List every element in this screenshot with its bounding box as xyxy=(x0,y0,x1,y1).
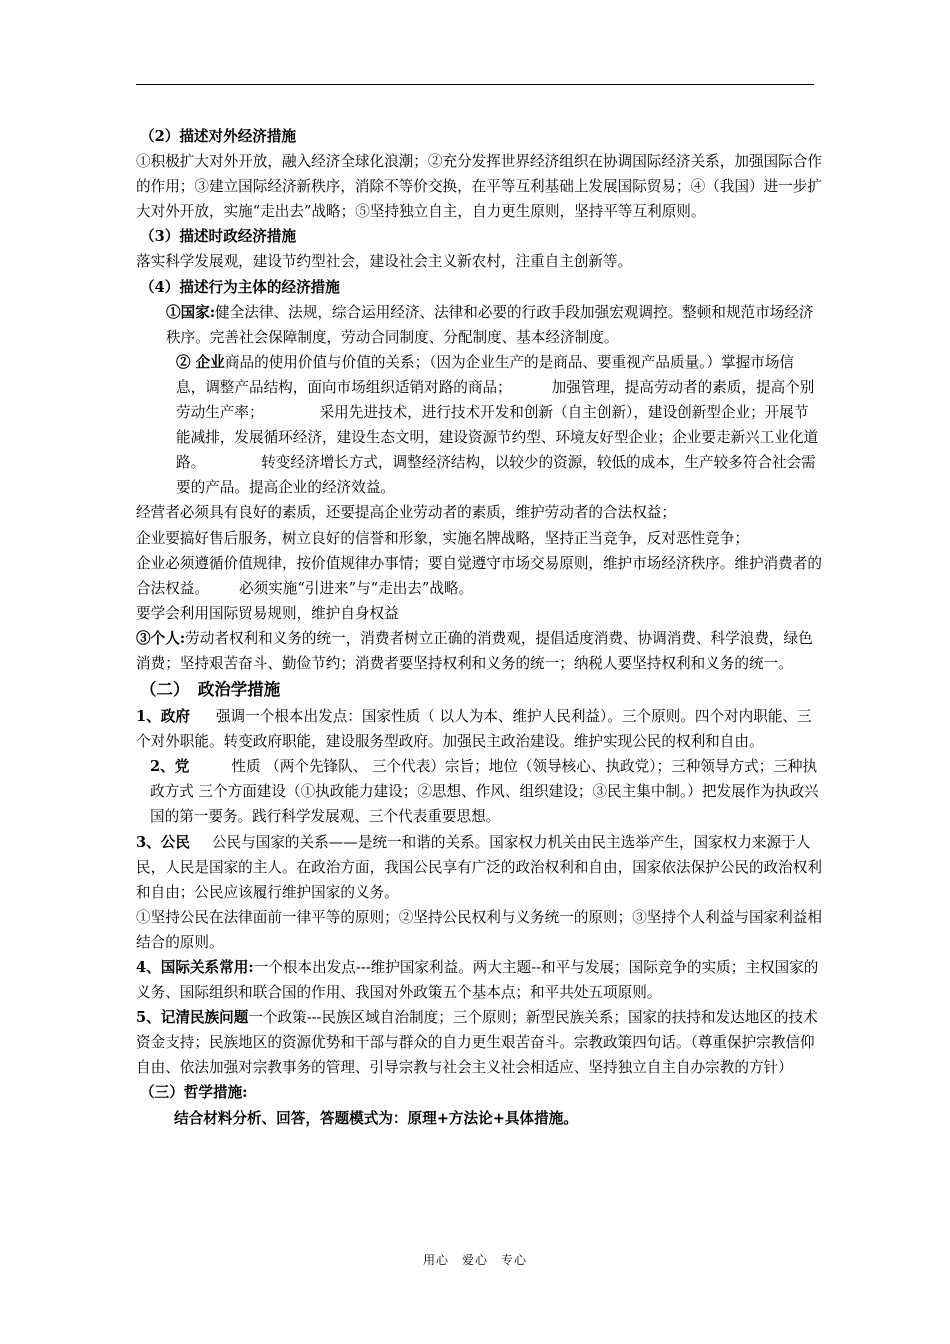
heading-current-economy: （3）描述时政经济措施 xyxy=(140,228,297,246)
label-ethnic: 5、记清民族问题 xyxy=(136,1009,249,1027)
paragraph-enterprise-3: 企业要搞好售后服务，树立良好的信誉和形象，实施名牌战略，坚持正当竞争，反对恶性竞争； xyxy=(136,529,749,547)
text-citizen: 公民与国家的关系——是统一和谐的关系。国家权力机关由民主选举产生，国家权力来源于人民，人民是国家的主人。在政治方面，我国公民享有广泛的政治权利和自由，国家依法保护公民的政治权利和自由；公民应该履行维护国家的义务。 xyxy=(136,833,822,901)
paragraph-state xyxy=(136,300,822,350)
paragraph-government xyxy=(136,704,822,754)
label-government: 1、政府 xyxy=(136,708,190,726)
paragraph-citizen xyxy=(136,830,822,905)
text-enterprise-1c: 采用先进技术，进行技术开发和创新（自主创新），建设创新型企业；开展节能减排，发展循环经济，建设生态文明，建设资源节约型、环境友好型企业；企业要走新兴工业化道路。 xyxy=(176,404,819,472)
heading-philosophy: （三）哲学措施: xyxy=(140,1084,248,1102)
heading-politics: （二） 政治学措施 xyxy=(140,680,281,700)
label-party: 2、党 xyxy=(150,758,190,776)
text-enterprise-4: 企业必须遵循价值规律，按价值规律办事情；要自觉遵守市场交易原则，维护市场经济秩序。维护消费者的合法权益。 xyxy=(136,554,822,597)
text-international: 一个根本出发点---维护国家利益。两大主题--和平与发展；国际竞争的实质；主权国家的义务、国际组织和联合国的作用、我国对外政策五个基本点；和平共处五项原则。 xyxy=(136,959,819,1002)
paragraph-enterprise-5: 要学会利用国际贸易规则，维护自身权益 xyxy=(136,604,399,622)
paragraph-current-economy: 落实科学发展观，建设节约型社会，建设社会主义新农村，注重自主创新等。 xyxy=(136,253,633,271)
heading-foreign-economy: （2）描述对外经济措施 xyxy=(140,128,297,145)
text-government: 强调一个根本出发点：国家性质（ 以人为本、维护人民利益）。三个原则。四个对内职能、三个对外职能。转变政府职能，建设服务型政府。加强民主政治建设。维护实现公民的权利和自由。 xyxy=(136,708,812,751)
paragraph-individual xyxy=(136,626,822,676)
header-rule xyxy=(136,84,814,85)
text-state: 健全法律、法规，综合运用经济、法律和必要的行政手段加强宏观调控。整顿和规范市场经济秩序。完善社会保障制度，劳动合同制度、分配制度、基本经济制度。 xyxy=(166,303,814,346)
text-enterprise-1d: 转变经济增长方式，调整经济结构，以较少的资源，较低的成本，生产较多符合社会需要的产品。提高企业的经济效益。 xyxy=(176,454,816,497)
paragraph-international xyxy=(136,955,822,1005)
label-citizen: 3、公民 xyxy=(136,833,190,851)
text-ethnic: 一个政策---民族区域自治制度；三个原则；新型民族关系；国家的扶持和发达地区的技术资金支持；民族地区的资源优势和干部与群众的自力更生艰苦奋斗。宗教政策四句话。（尊重保护宗教信仰自由、依法加强对宗教事务的管理、引导宗教与社会主义社会相适应、坚持独立自主自办宗教的方针） xyxy=(136,1009,818,1077)
heading-actor-economy: （4）描述行为主体的经济措施 xyxy=(140,278,340,296)
text-individual: 劳动者权利和义务的统一，消费者树立正确的消费观，提倡适度消费、协调消费、科学浪费，绿色消费；坚持艰苦奋斗、勤俭节约；消费者要坚持权利和义务的统一；纳税人要坚持权利和义务的统一。 xyxy=(136,629,813,672)
paragraph-foreign-economy: ①积极扩大对外开放，融入经济全球化浪潮；②充分发挥世界经济组织在协调国际经济关系，加强国际合作的作用；③建立国际经济新秩序，消除不等价交换，在平等互利基础上发展国际贸易；④（我国）进一步扩大对外开放，实施“走出去”战略；⑤坚持独立自主，自力更生原则，坚持平等互利原则。 xyxy=(136,153,822,221)
label-state: ①国家: xyxy=(166,303,216,321)
text-enterprise-4b: 必须实施“引进来”与“走出去”战略。 xyxy=(238,579,474,597)
text-enterprise-1: 商品的使用价值与价值的关系；（因为企业生产的是商品、要重视产品质量。）掌握市场信息，调整产品结构，面向市场组织适销对路的商品； xyxy=(176,353,795,396)
label-individual: ③个人: xyxy=(136,629,186,647)
paragraph-citizen-2: ①坚持公民在法律面前一律平等的原则；②坚持公民权利与义务统一的原则；③坚持个人利益与国家利益相结合的原则。 xyxy=(136,908,822,951)
paragraph-philosophy: 结合材料分析、回答，答题模式为：原理+方法论+具体措施。 xyxy=(174,1109,578,1127)
paragraph-enterprise xyxy=(136,350,822,501)
document-body xyxy=(136,124,822,1131)
text-enterprise-1b: 加强管理，提高劳动者的素质，提高个别劳动生产率； xyxy=(176,378,815,422)
paragraph-enterprise-2: 经营者必须具有良好的素质，还要提高企业劳动者的素质，维护劳动者的合法权益； xyxy=(136,504,676,522)
paragraph-ethnic xyxy=(136,1005,822,1080)
paragraph-enterprise-4 xyxy=(136,551,822,601)
label-international: 4、国际关系常用: xyxy=(136,959,254,976)
paragraph-party xyxy=(136,754,822,829)
text-party: 性质 （两个先锋队、 三个代表）宗旨；地位（领导核心、执政党）；三种领导方式；三种执政方式 三个方面建设（①执政能力建设；②思想、作风、组织建设；③民主集中制。）把发展作为执政兴国的第一要务。践行科学发展观、三个代表重要思想。 xyxy=(150,758,819,826)
label-enterprise: ② 企业 xyxy=(176,353,225,371)
page-footer: 用心 爱心 专心 xyxy=(422,1253,527,1267)
